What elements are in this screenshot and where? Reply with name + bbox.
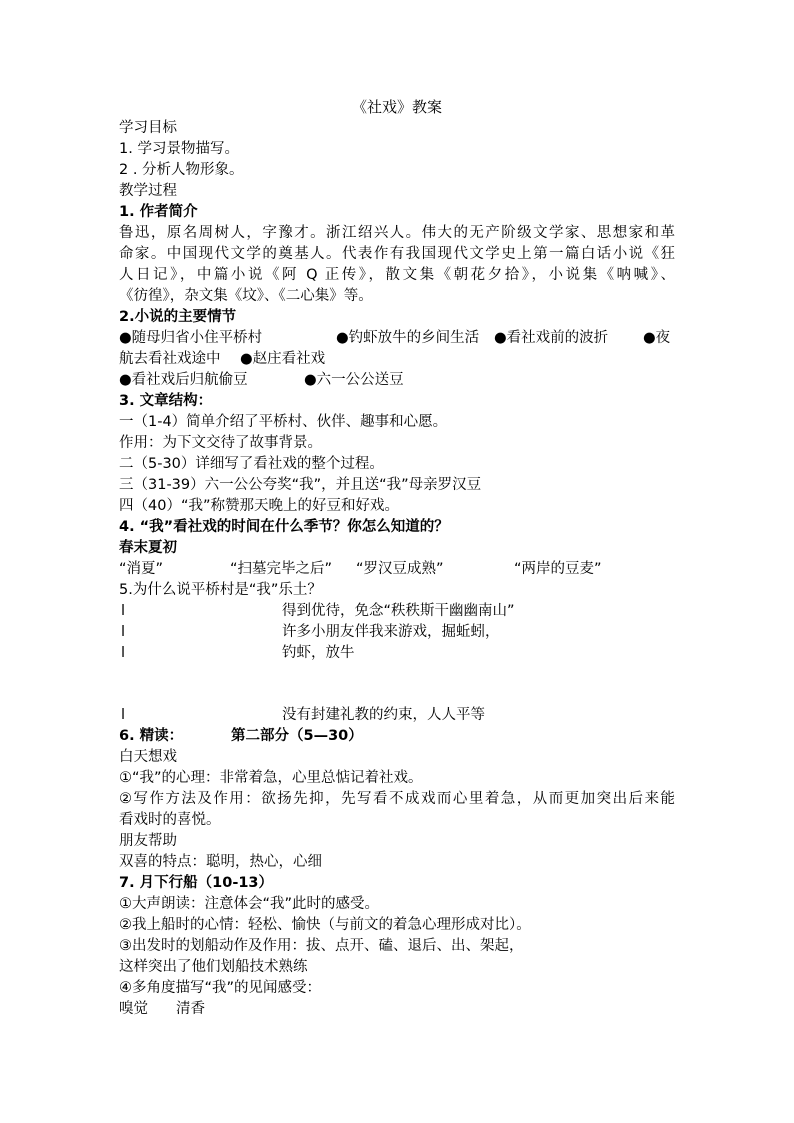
section-1-heading: 1. 作者简介 bbox=[119, 204, 198, 220]
plot-item: ●钓虾放牛的乡间生活 bbox=[336, 330, 480, 346]
plot-item: 航去看社戏途中 bbox=[119, 351, 221, 367]
season-clue: “两岸的豆麦” bbox=[514, 561, 602, 577]
reading-line: 看戏时的喜悦。 bbox=[119, 812, 221, 828]
reading-subtitle: 朋友帮助 bbox=[119, 833, 177, 849]
list-bullet: l bbox=[121, 603, 126, 619]
plot-item: ●看社戏后归航偷豆 bbox=[119, 372, 248, 388]
season-clue: “消夏” bbox=[119, 561, 164, 577]
author-line-1: 鲁迅，原名周树人，字豫才。浙江绍兴人。伟大的无产阶级文学家、思想家和革 bbox=[119, 225, 675, 241]
reason-item: 钓虾，放牛 bbox=[282, 645, 355, 661]
season-clue: “扫墓完毕之后” bbox=[230, 561, 333, 577]
reason-item: 得到优待，免念“秩秩斯干幽幽南山” bbox=[282, 603, 515, 619]
boat-line: ①大声朗读：注意体会“我”此时的感受。 bbox=[119, 896, 380, 912]
list-bullet: l bbox=[121, 645, 126, 661]
document-title: 《社戏》教案 bbox=[351, 98, 442, 116]
season-clue: “罗汉豆成熟” bbox=[356, 561, 444, 577]
section-4-heading: 4. “我”看社戏的时间在什么季节？你怎么知道的？ bbox=[119, 519, 449, 535]
plot-item: ●六一公公送豆 bbox=[304, 372, 404, 388]
process-heading: 教学过程 bbox=[119, 183, 177, 199]
section-3-heading: 3. 文章结构： bbox=[119, 393, 213, 409]
boat-line: ④多角度描写“我”的见闻感受： bbox=[119, 980, 322, 996]
structure-line: 一（1-4）简单介绍了平桥村、伙伴、趣事和心愿。 bbox=[119, 414, 448, 430]
reading-line: ②写作方法及作用：欲扬先抑，先写看不成戏而心里着急，从而更加突出后来能 bbox=[119, 791, 675, 807]
smell-value: 清香 bbox=[176, 1001, 205, 1017]
section-7-heading: 7. 月下行船（10-13） bbox=[119, 875, 274, 891]
list-bullet: l bbox=[121, 624, 126, 640]
structure-line: 三（31-39）六一公公夸奖“我”，并且送“我”母亲罗汉豆 bbox=[119, 477, 482, 493]
reading-line: ①“我”的心理：非常着急，心里总惦记着社戏。 bbox=[119, 770, 423, 786]
section-5-heading: 5.为什么说平桥村是“我”乐土？ bbox=[119, 582, 322, 598]
objective-item-1: 1. 学习景物描写。 bbox=[119, 141, 239, 157]
author-line-4: 《彷徨》，杂文集《坟》、《二心集》等。 bbox=[119, 288, 373, 304]
smell-label: 嗅觉 bbox=[119, 1001, 148, 1017]
list-bullet: l bbox=[121, 707, 126, 723]
plot-item: ●赵庄看社戏 bbox=[240, 351, 326, 367]
plot-item: ●夜 bbox=[643, 330, 671, 346]
objectives-heading: 学习目标 bbox=[119, 120, 177, 136]
boat-line: 这样突出了他们划船技术熟练 bbox=[119, 959, 308, 975]
structure-line: 作用：为下文交待了故事背景。 bbox=[119, 435, 322, 451]
structure-line: 四（40）“我”称赞那天晚上的好豆和好戏。 bbox=[119, 498, 399, 514]
boat-line: ③出发时的划船动作及作用：拔、点开、磕、退后、出、架起， bbox=[119, 938, 524, 954]
reading-subtitle: 白天想戏 bbox=[119, 749, 177, 765]
reason-item: 许多小朋友伴我来游戏，掘蚯蚓， bbox=[282, 624, 500, 640]
objective-item-2: 2 . 分析人物形象。 bbox=[119, 162, 244, 178]
author-line-2: 命家。中国现代文学的奠基人。代表作有我国现代文学史上第一篇白话小说《狂 bbox=[119, 246, 675, 262]
boat-line: ②我上船时的心情：轻松、愉快（与前文的着急心理形成对比）。 bbox=[119, 917, 531, 933]
author-line-3: 人日记》，中篇小说《阿 Q 正传》，散文集《朝花夕拾》，小说集《呐喊》、 bbox=[119, 267, 675, 283]
structure-line: 二（5-30）详细写了看社戏的整个过程。 bbox=[119, 456, 384, 472]
reason-item: 没有封建礼教的约束，人人平等 bbox=[282, 707, 485, 723]
section-6-heading: 6. 精读： bbox=[119, 728, 184, 744]
plot-item: ●随母归省小住平桥村 bbox=[119, 330, 263, 346]
section-2-heading: 2.小说的主要情节 bbox=[119, 309, 237, 325]
plot-item: ●看社戏前的波折 bbox=[494, 330, 609, 346]
section-6-subheading: 第二部分（5—30） bbox=[231, 728, 363, 744]
season-answer: 春末夏初 bbox=[119, 540, 177, 556]
reading-line: 双喜的特点：聪明，热心，心细 bbox=[119, 854, 322, 870]
